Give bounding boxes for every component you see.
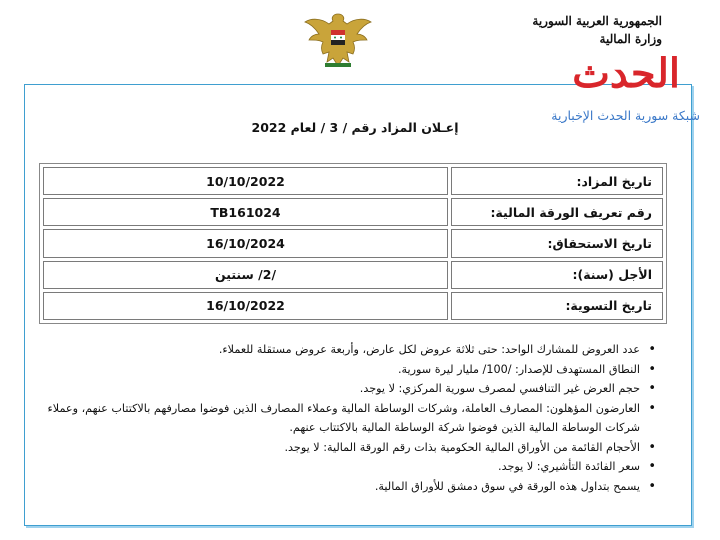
syrian-eagle-emblem-icon: [303, 8, 373, 70]
row-label: تاريخ الاستحقاق:: [451, 229, 663, 257]
list-item: • حجم العرض غير التنافسي لمصرف سورية المركزي: لا يوجد.: [40, 379, 660, 399]
watermark-logo: الحدث: [572, 50, 680, 97]
row-label: الأجل (سنة):: [451, 261, 663, 289]
list-item: • الأحجام القائمة من الأوراق المالية الحكومية بذات رقم الورقة المالية: لا يوجد.: [40, 438, 660, 458]
row-value: 10/10/2022: [43, 167, 448, 195]
list-item: • يسمح بتداول هذه الورقة في سوق دمشق للأوراق المالية.: [40, 477, 660, 497]
auction-title: إعـلان المزاد رقم / 3 / لعام 2022: [251, 120, 459, 135]
table-row: [43, 229, 663, 257]
row-value: /2/ سنتين: [43, 261, 448, 289]
row-value: 16/10/2022: [43, 292, 448, 320]
list-item: • عدد العروض للمشارك الواحد: حتى ثلاثة عروض لكل عارض، وأربعة عروض مستقلة للعملاء.: [40, 340, 660, 360]
ministry-name: وزارة المالية: [599, 32, 662, 46]
republic-name: الجمهورية العربية السورية: [532, 14, 662, 28]
list-item: • النطاق المستهدف للإصدار: /100/ مليار ليرة سورية.: [40, 360, 660, 380]
table-row: [43, 167, 663, 195]
row-label: تاريخ المزاد:: [451, 167, 663, 195]
row-value: 16/10/2024: [43, 229, 448, 257]
row-label: رقم تعريف الورقة المالية:: [451, 198, 663, 226]
table-row: [43, 292, 663, 320]
auction-info-table: [39, 163, 667, 324]
auction-notes-list: [40, 340, 660, 496]
list-item: • العارضون المؤهلون: المصارف العاملة، وشركات الوساطة المالية وعملاء المصارف الذين فوضوا مصارفهم بالاكتتاب عنهم، وعملاء شركات الوساطة المالية الذين فوضوا شركة الوساطة المالية بالاكتتاب عنهم.: [40, 399, 660, 438]
row-label: تاريخ التسوية:: [451, 292, 663, 320]
watermark: [500, 50, 700, 140]
watermark-tagline: شبكة سورية الحدث الإخبارية: [551, 108, 700, 123]
table-row: [43, 198, 663, 226]
table-row: [43, 261, 663, 289]
list-item: • سعر الفائدة التأشيري: لا يوجد.: [40, 457, 660, 477]
row-value: TB161024: [43, 198, 448, 226]
ministry-header: [492, 12, 662, 48]
